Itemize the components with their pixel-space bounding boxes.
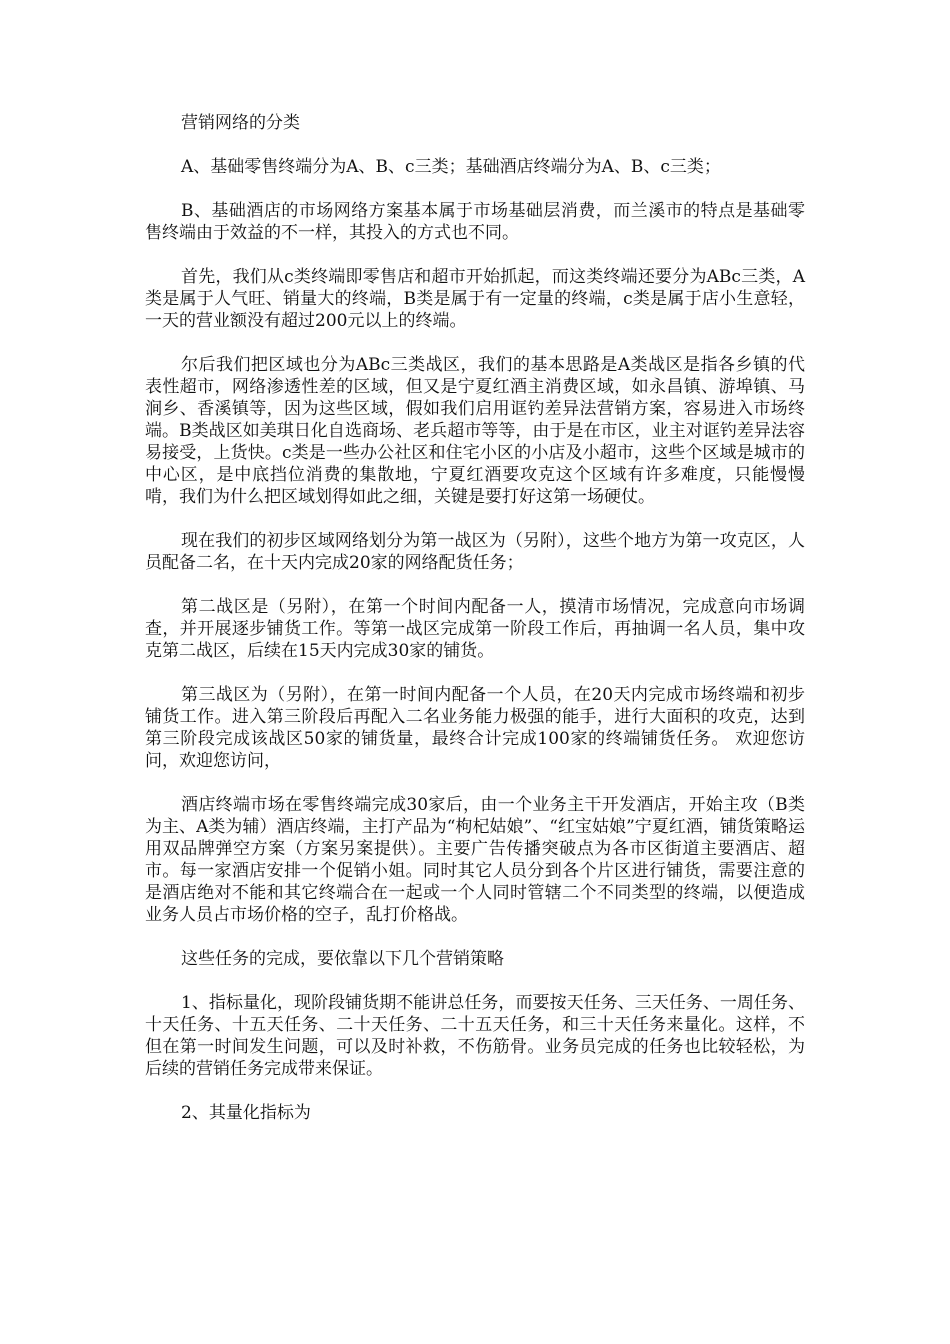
paragraph-second-zone: 第二战区是（另附），在第一个时间内配备一人，摸清市场情况，完成意向市场调查，并开展逐步铺货工作。等第一战区完成第一阶段工作后，再抽调一名人员，集中攻克第二战区，后续在15天内完成30家的铺货。 [145,597,805,661]
paragraph-strategies-intro: 这些任务的完成，要依靠以下几个营销策略 [181,949,504,969]
document-title: 营销网络的分类 [181,113,300,133]
document-body [145,112,805,1146]
paragraph-war-zones: 尔后我们把区域也分为ABc三类战区，我们的基本思路是A类战区是指各乡镇的代表性超市，网络渗透性差的区域，但又是宁夏红酒主消费区域，如永昌镇、游埠镇、马涧乡、香溪镇等，因为这些区域，假如我们启用诓钓差异法营销方案，容易进入市场终端。B类战区如美琪日化自选商场、老兵超市等等，由于是在市区，业主对诓钓差异法容易接受，上货快。c类是一些办公社区和住宅小区的小店及小超市，这些个区域是城市的中心区，是中底挡位消费的集散地，宁夏红酒要攻克这个区域有许多难度，只能慢慢啃，我们为什么把区域划得如此之细，关键是要打好这第一场硬仗。 [145,355,805,507]
paragraph-terminal-classes: A、基础零售终端分为A、B、c三类；基础酒店终端分为A、B、c三类； [181,157,721,177]
paragraph-retail-start: 首先，我们从c类终端即零售店和超市开始抓起，而这类终端还要分为ABc三类，A类是属于人气旺、销量大的终端，B类是属于有一定量的终端，c类是属于店小生意轻，一天的营业额没有超过200元以上的终端。 [145,267,805,331]
paragraph-strategy-quantify: 1、指标量化，现阶段铺货期不能讲总任务，而要按天任务、三天任务、一周任务、十天任务、十五天任务、二十天任务、二十五天任务，和三十天任务来量化。这样，不但在第一时间发生问题，可以及时补救，不伤筋骨。业务员完成的任务也比较轻松，为后续的营销任务完成带来保证。 [145,993,805,1079]
paragraph-third-zone: 第三战区为（另附），在第一时间内配备一个人员，在20天内完成市场终端和初步铺货工作。进入第三阶段后再配入二名业务能力极强的能手，进行大面积的攻克，达到第三阶段完成该战区50家的铺货量，最终合计完成100家的终端铺货任务。 欢迎您访问，欢迎您访问， [145,685,805,771]
paragraph-quantified-indicators: 2、其量化指标为 [181,1103,311,1123]
paragraph-hotel-network: B、基础酒店的市场网络方案基本属于市场基础层消费，而兰溪市的特点是基础零售终端由于效益的不一样，其投入的方式也不同。 [145,201,805,243]
paragraph-first-zone: 现在我们的初步区域网络划分为第一战区为（另附），这些个地方为第一攻克区，人员配备二名，在十天内完成20家的网络配货任务； [145,531,805,573]
paragraph-hotel-terminal: 酒店终端市场在零售终端完成30家后，由一个业务主干开发酒店，开始主攻（B类为主、A类为辅）酒店终端，主打产品为“枸杞姑娘”、“红宝姑娘”宁夏红酒，铺货策略运用双品牌弹空方案（方案另案提供）。主要广告传播突破点为各市区街道主要酒店、超市。每一家酒店安排一个促销小姐。同时其它人员分到各个片区进行铺货，需要注意的是酒店绝对不能和其它终端合在一起或一个人同时管辖二个不同类型的终端，以便造成业务人员占市场价格的空子，乱打价格战。 [145,795,805,925]
